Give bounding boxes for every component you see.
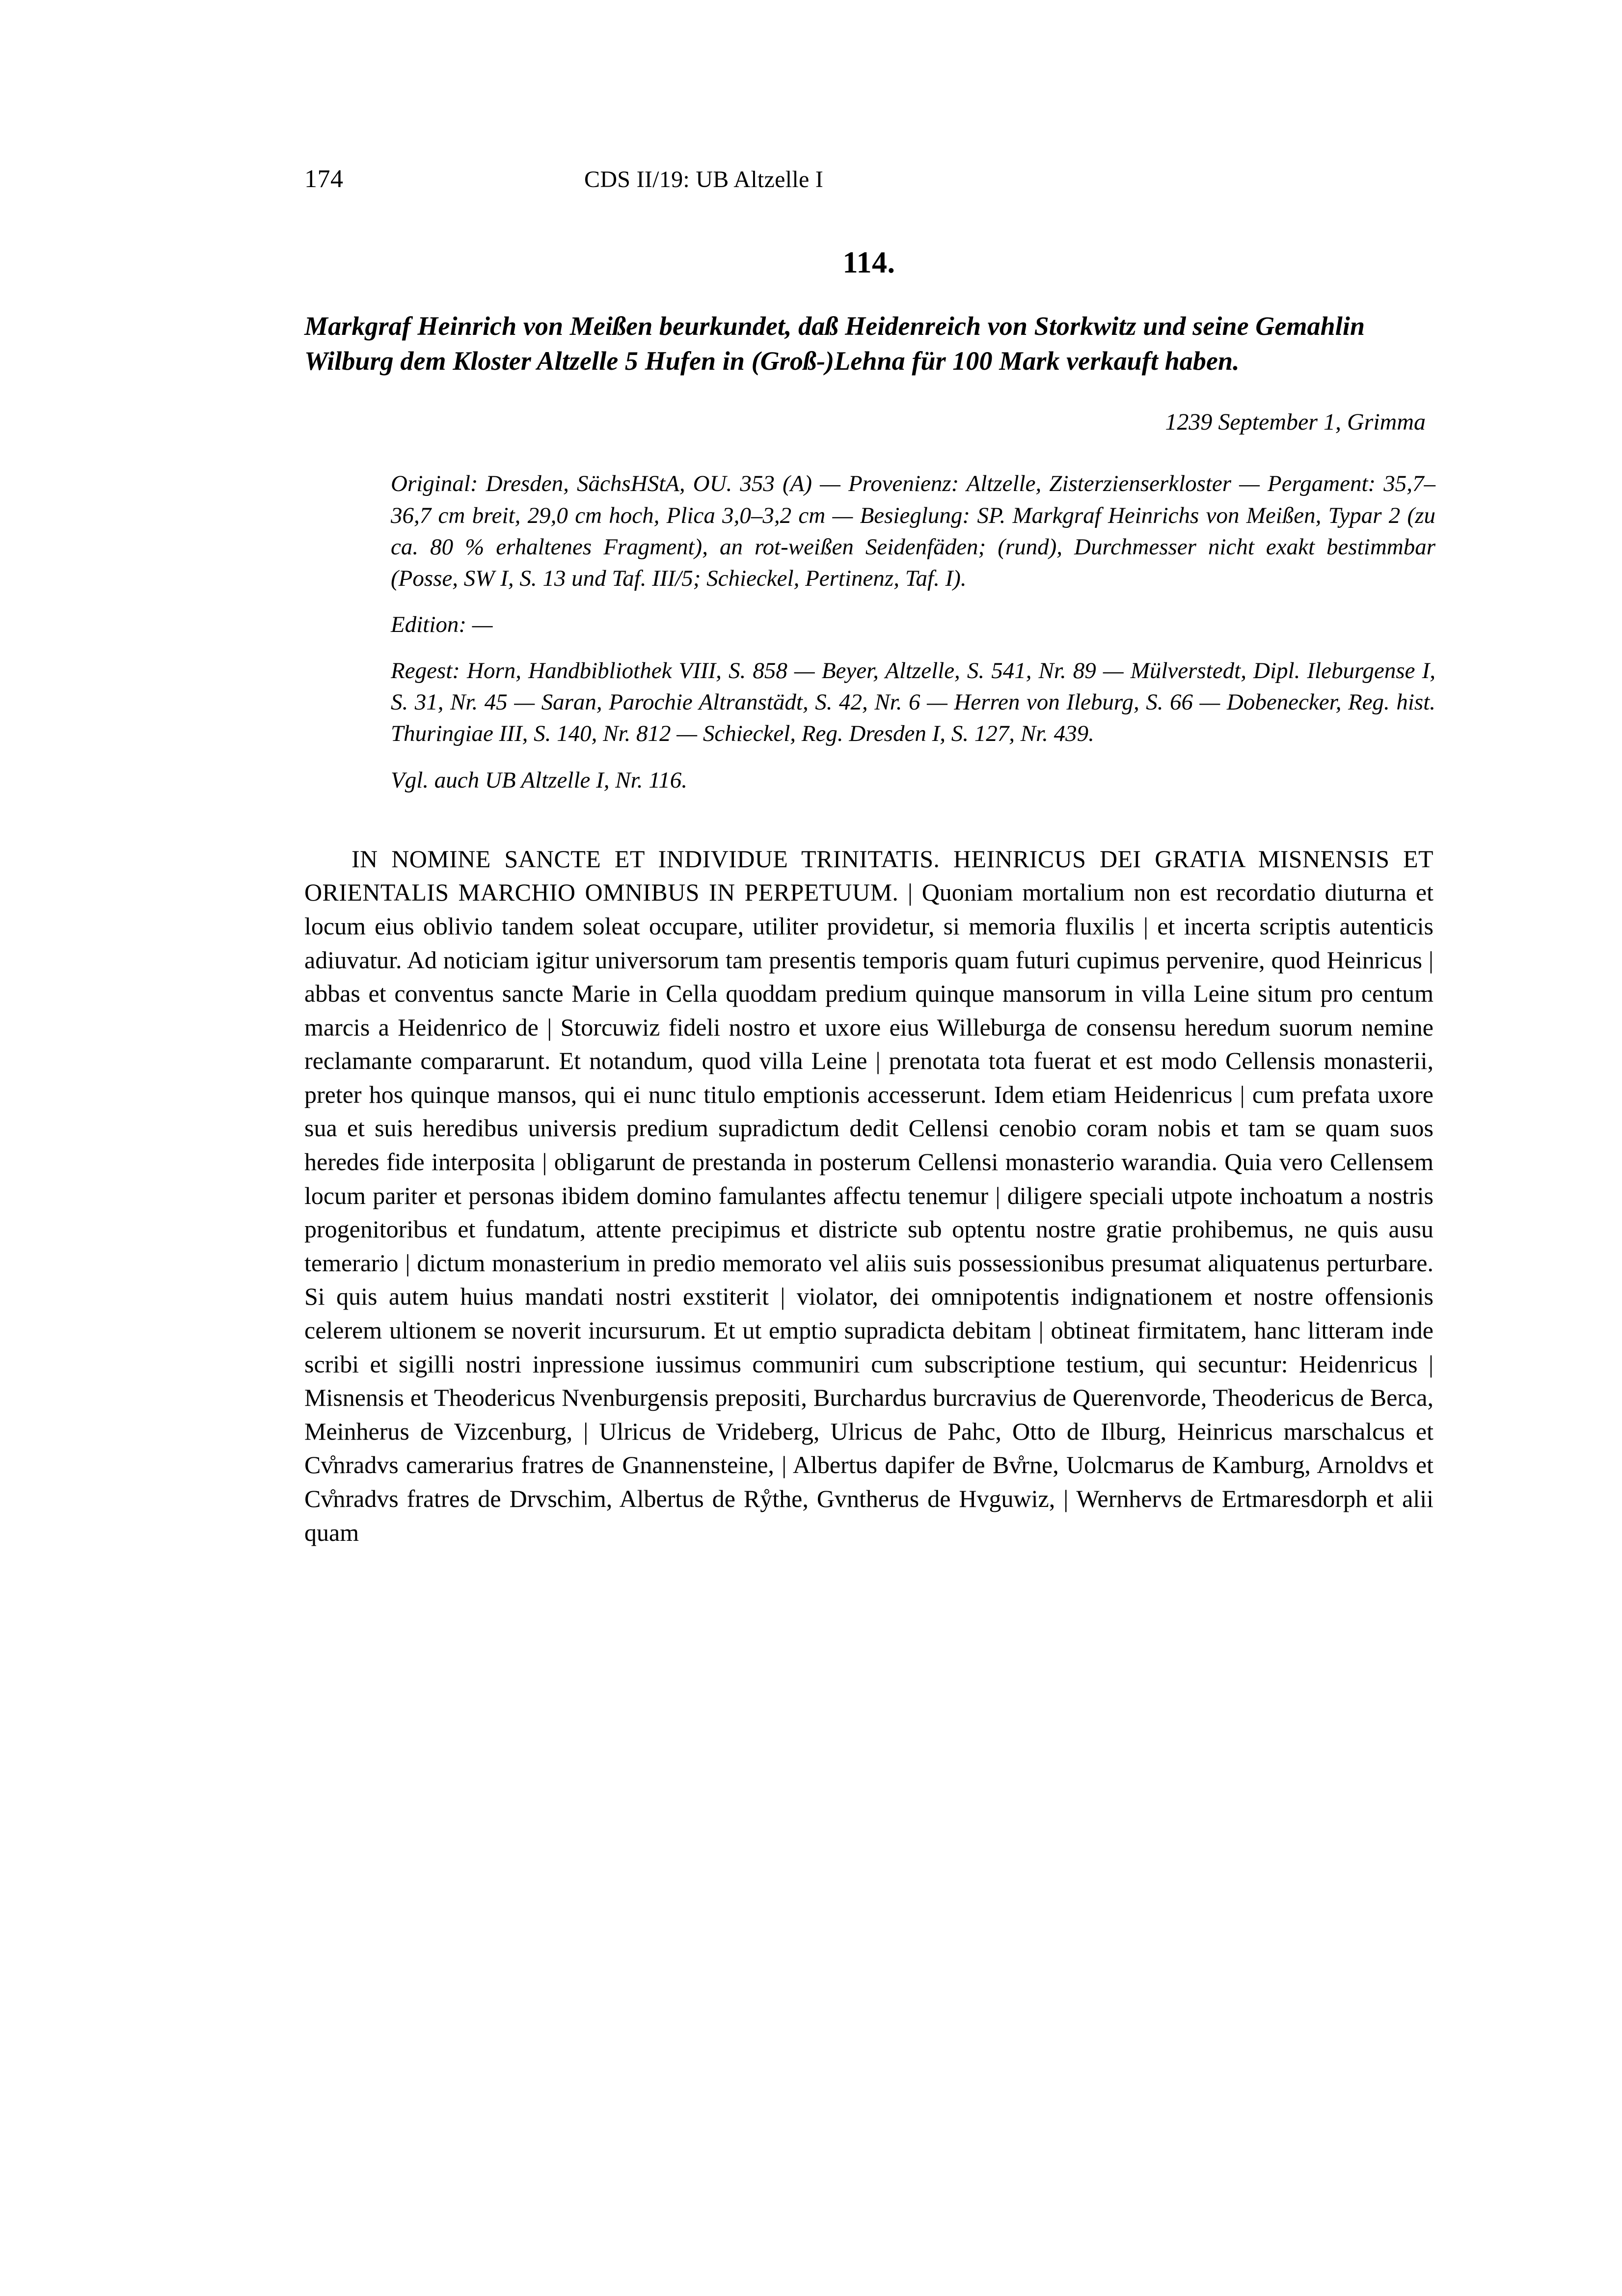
charter-headline: Markgraf Heinrich von Meißen beurkundet, daß Heidenreich von Storkwitz und seine Gemahlin Wilburg dem Kloster Altzelle 5 Hufen in (Groß-)Lehna für 100 Mark verkauft haben.	[304, 311, 1365, 376]
running-head-title: CDS II/19: UB Altzelle I	[584, 166, 824, 192]
page-content	[304, 162, 1433, 1549]
apparatus-edition: Edition: —	[391, 612, 493, 638]
charter-text-block	[304, 842, 1433, 1549]
charter-number: 114.	[842, 246, 895, 279]
apparatus-regest: Regest: Horn, Handbibliothek VIII, S. 858 — Beyer, Altzelle, S. 541, Nr. 89 — Mülverstedt, Dipl. Ileburgense I, S. 31, Nr. 45 — Saran, Parochie Altranstädt, S. 42, Nr. 6 — Herren von Ileburg, S. 66 — Dobenecker, Reg. hist. Thuringiae III, S. 140, Nr. 812 — Schieckel, Reg. Dresden I, S. 127, Nr. 439.	[391, 658, 1435, 747]
page-number: 174	[304, 165, 344, 193]
charter-body: | Quoniam mortalium non est recordatio diuturna et locum eius oblivio tandem soleat occupare, utiliter providetur, si memoria fluxilis | et incerta scriptis autenticis adiuvatur. Ad noticiam igitur universorum tam presentis temporis quam futuri cupimus pervenire, quod Heinricus | abbas et conventus sancte Marie in Cella quoddam predium quinque mansorum in villa Leine situm pro centum marcis a Heidenrico de | Storcuwiz fideli nostro et uxore eius Willeburga de consensu heredum suorum nemine reclamante compararunt. Et notandum, quod villa Leine | prenotata tota fuerat et est modo Cellensis monasterii, preter hos quinque mansos, qui ei nunc titulo emptionis accesserunt. Idem etiam Heidenricus | cum prefata uxore sua et suis heredibus universis predium supradictum dedit Cellensi cenobio coram nobis et tam se quam suos heredes fide interposita | obligarunt de prestanda in posterum Cellensi monasterio warandia. Quia vero Cellensem locum pariter et personas ibidem domino famulantes affectu tenemur | diligere speciali utpote inchoatum a nostris progenitoribus et fundatum, attente precipimus et districte sub optentu nostre gratie prohibemus, ne quis ausu temerario | dictum monasterium in predio memorato vel aliis suis possessionibus presumat aliquatenus perturbare. Si quis autem huius mandati nostri exstiterit | violator, dei omnipotentis indignationem et nostre offensionis celerem ultionem se noverit incursurum. Et ut emptio supradicta debitam | obtineat firmitatem, hanc litteram inde scribi et sigilli nostri inpressione iussimus communiri cum subscriptione testium, qui secuntur: Heidenricus | Misnensis et Theodericus Nvenburgensis prepositi, Burchardus burcravius de Querenvorde, Theodericus de Berca, Meinherus de Vizcenburg, | Ulricus de Vrideberg, Ulricus de Pahc, Otto de Ilburg, Heinricus marschalcus et Cv̊nradvs camerarius fratres de Gnannensteine, | Albertus dapifer de Bv̊rne, Uolcmarus de Kamburg, Arnoldvs et Cv̊nradvs fratres de Drvschim, Albertus de Rẙthe, Gvntherus de Hvguwiz, | Wernhervs de Ertmaresdorph et alii quam	[304, 878, 1434, 1546]
running-head	[304, 162, 1433, 196]
charter-incipit: IN NOMINE SANCTE ET INDIVIDUE TRINITATIS. HEINRICUS DEI GRATIA MISNENSIS ET ORIENTALIS MARCHIO OMNIBUS IN PERPETUUM.	[304, 845, 1433, 906]
apparatus-cross-reference: Vgl. auch UB Altzelle I, Nr. 116.	[391, 767, 687, 793]
charter-dateline: 1239 September 1, Grimma	[1165, 409, 1426, 436]
charter-text-paragraph	[304, 842, 1433, 1549]
apparatus-block	[391, 468, 1435, 795]
apparatus-original: Original: Dresden, SächsHStA, OU. 353 (A) — Provenienz: Altzelle, Zisterzienserkloster — Pergament: 35,7–36,7 cm breit, 29,0 cm hoch, Plica 3,0–3,2 cm — Besieglung: SP. Markgraf Heinrichs von Meißen, Typar 2 (zu ca. 80 % erhaltenes Fragment), an rot-weißen Seidenfäden; (rund), Durchmesser nicht exakt bestimmbar (Posse, SW I, S. 13 und Taf. III/5; Schieckel, Pertinenz, Taf. I).	[391, 471, 1435, 591]
